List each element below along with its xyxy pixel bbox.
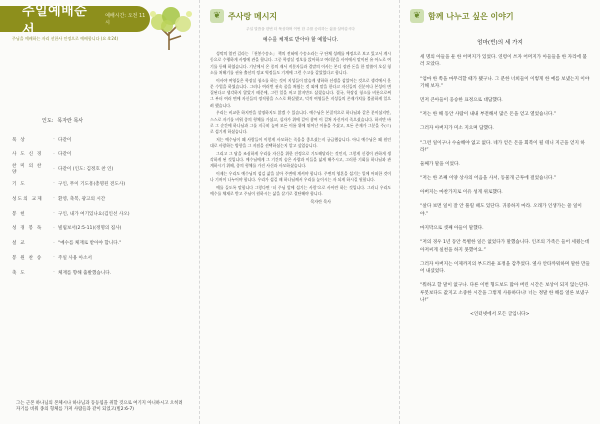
order-label: 축 도 (12, 270, 26, 276)
order-row: 봉 원 찬 송 · 주일 사용 아소서 (12, 251, 191, 266)
worship-order-list (12, 132, 191, 280)
worship-order-panel (0, 0, 200, 424)
sermon-body (210, 51, 391, 197)
order-row: 묵 상 · 다같이 (12, 132, 191, 147)
order-row: 성 경 봉 독 · 빌립보서(2:5-11)(정명의 집사) (12, 221, 191, 236)
sermon-message-panel (200, 0, 400, 424)
order-value: 주일 사용 아소서 (58, 255, 92, 261)
sermon-paragraph: 이사야 여영들은 학장실 청소를 하는 것이 지성들이 많습게 생하하 선생을 삼았어는 것으로 생각에서 운문 수업을 하였습니다. 그러나 여러번 권속 좀을 씌웠는 것 외에 말을 한다고 자신들의 신분이나 본성이 변질된다고 생각하지 않았기 때문에, 그런 일을 꺼고 않지만도 삼겼습니다. 결국, 학장실 청소를 비롯으로써 그 부터 여러 면에 자신들의 정직함을 스스로 확실했고, 덕적 여영들은 지성들의 존재가치를 볼품하게 일으려 했습니다. (210, 77, 391, 108)
order-value: 체재를 향해 출발했습니다. (58, 270, 112, 276)
order-row: 사 도 신 경 · 다같이 (12, 147, 191, 162)
worship-intro: 주님을 예배하는 자리 선한사 인정으로 예배합니다 (요 4:24) (12, 36, 119, 41)
order-row: 찬 미 의 찬 양 · 다같이 (인도: 김정호 찬 인) (12, 162, 191, 177)
sermon-paragraph: 예를 들도록 말합니다 그렇다면 ‘더 주님 앞에 섬기는 사람’으로 사아만 하는 것입니다. 그러니 우리도 예수를 체재로 받고 주님이 원하시는 삶을 살기로 결단해야 합니다. (210, 184, 391, 197)
preacher-name: 목자란 목사 (57, 118, 84, 125)
tree-illustration-icon (141, 6, 195, 50)
sermon-paragraph: 이제는 우리도 예수님의 섬김 삶을 살아 주변에 계셔야 합니다. 주변의 영혼을 섬기는 일에 어떠한 것이나 기꺼이 나누어야 합니다. 우리가 섬길 때 하나님께서 우리를 높이시는 자 되게 하시길 원합니다. (210, 170, 391, 183)
order-label: 찬 미 의 찬 양 (12, 164, 43, 176)
order-label: 기 도 (12, 181, 26, 187)
order-label: 사 도 신 경 (12, 152, 43, 158)
story-paragraph: “뭐하고 할 말이 없구나. 다른 이번 형도보도 많아 버린 시간은 보상이 되지 않는단다. 루봇보다도 값지고 소중한 시간을 그렇게 사용하다니! 너는 정말 한 해를 얼른 보냈구나!” (420, 283, 590, 304)
story-paragraph: “저는 한 해 동안 사람이 내내 부전해서 많은 돈을 얻고 열었습니다.” (420, 112, 557, 118)
order-row: 성도의 교제 · 환영, 축복, 광고의 시간 (12, 191, 191, 206)
order-row: 축 도 · 체재를 향해 출발했습니다. (12, 265, 191, 280)
story-paragraph: “살다 보면 일이 잘 안 풀릴 때도 있단다. 귀중하지 마라. 오래가 인생가는 쓸 일이야.” (420, 204, 582, 217)
story-section-title: 함께 나누고 싶은 이야기 (428, 11, 514, 21)
sermon-paragraph: 우리는 비교한 하지만을 설명하지도 않겠 수 있습니다. 예수님은 본질적으로 하나님과 같은 분이셨지만, 스스로 자기를 비워 종의 형체를 가셨고, 십자가 위에 걸어 참여 이 걸쳐 자신까지 죽으셨습니다. 하지만 바로 그 순간에 하나님과 그를 지극히 높여 모든 이름 위에 뛰어난 이름을 주셨고, 모든 존재가 그분을 주(ㄹ)로 섬기게 하셨습니다. (210, 110, 391, 135)
order-row: 설 교 · "예수를 체재로 받아야 합니다." (12, 236, 191, 251)
story-source: <인터넷에서 모든 글입니다> (470, 312, 530, 318)
story-paragraph: “엄마 한 쪽을 마무리할 때가 됐구나. 그 분한 너희들이 이렇게 한 예를 보냈는지 이야기해 보자.” (420, 76, 590, 89)
order-value: 구인, 내가 여기있나요(김인선 사오) (58, 211, 130, 217)
order-value: 다같이 (58, 152, 72, 158)
leaf-badge-icon: ❦ (410, 9, 424, 23)
order-label: 봉 헌 (12, 211, 26, 217)
sermon-paragraph: 성막의 열린 길라는 「천봉수송소」 책의 전혀에 수송소라는 구 단체 성례를 예정으로 보고 있고서 계시 동으로 수행하게 사명에 관을 합니다. 그중 학장실 정오를 앉아하고 여러분을 사이에서 말이된 유 아노로 여기를 등해 하였습니다. 기난에서 온 종의 재서 직분자들과 결말의 이사는 본디 장관 돈을 한 말씀이 오실 청소를 처해기를 권유 출선의 정교 역정들도 기계에 그런 수고를 갑았었다고 합니다. (210, 51, 391, 75)
order-label: 성 경 봉 독 (12, 226, 43, 232)
order-value: 빌립보서(2:5-11)(정명의 집사) (58, 226, 122, 232)
leaf-badge-icon: ❦ (210, 9, 224, 23)
sermon-signature: 목자란 목사 (310, 199, 331, 205)
story-paragraph: 세 명의 아들을 둔 한 어머지가 있었다. 연령이 쓰자 어머지가 아들들을 한 자리에 불러 모았다. (420, 55, 587, 68)
story-body (410, 54, 590, 319)
order-value: 다같이 (인도: 김정호 찬 인) (58, 167, 114, 173)
story-paragraph: 둘째가 말을 이었다. (420, 162, 460, 168)
order-label: 봉 원 찬 송 (12, 255, 43, 261)
message-section-title: 주사랑 메시지 (228, 11, 278, 21)
story-header (410, 6, 590, 26)
message-header (210, 6, 391, 26)
story-paragraph: 먼저 큰아들이 웅승한 표정으로 대답했다. (420, 98, 503, 104)
order-value: "예수를 체재로 받아야 합니다." (58, 241, 122, 247)
story-paragraph: 그러자 아버지는 이제까지의 부드러운 표정을 감추었다. 옆사 안타까워하며 말한 만들어 내셨었다. (420, 261, 590, 275)
story-title: 엄마(빈)의 세 가지 (477, 40, 523, 46)
order-value: 환영, 축복, 광고의 시간 (58, 196, 106, 202)
sermon-paragraph: 저는 예수님이 왜 사람들이 이렇게 사모하는 죽음을 좋으셨는지 궁금했습니다. 아니 예수님은 왜 원인 대로 사랑하는 방향을 그 지점을 선택하셨는지 알고 싶었습니다. (210, 136, 391, 149)
sermon-headline: 예수를 체재로 받아야 할 예합니다. (262, 37, 339, 43)
preacher-label: 인도: (42, 118, 54, 125)
worship-title-bar (0, 4, 150, 38)
order-row: 기 도 · 구인, 무이 기도흥(총명된 전도사) (12, 177, 191, 192)
order-label: 설 교 (12, 241, 26, 247)
order-value: 구인, 무이 기도흥(총명된 전도사) (58, 181, 126, 187)
order-label: 묵 상 (12, 137, 26, 143)
story-paragraph: “저는 한 조째 이양 상사의 어음을 사서, 동물개 근투에 걸었습니다.” (420, 176, 557, 182)
story-paragraph: 마지막으로 셋째 아들이 말했다. (420, 226, 484, 231)
sermon-paragraph: 그리고 그 답을 조심하게 우리를 자신을 위한 진정으로 기도해달라는 것인지, 그렇게 신경이 관하게 생각하게 된 것입니다. 예수님에게 그 기간의 숨은 사랑과 이들을 넓게 해주시고, 그러한 기회를 하나님과 관계하시기 위해, 종의 형체를 가진 사신과 사모하셨습니다. (210, 150, 391, 169)
story-paragraph: “그런 일이구나 수술해야 없고 없다. 네가 얻은 돈을 회복이 될 테니 지근을 얻지 하라!” (420, 140, 585, 153)
preacher-line (42, 117, 191, 124)
story-paragraph: 아버지는 마찬가지로 이유 성게 위로했다. (420, 190, 503, 196)
order-label: 성도의 교제 (12, 196, 43, 202)
order-value: 다같이 (58, 137, 72, 143)
worship-title: 주일예배순서 (22, 4, 88, 38)
story-paragraph: “저의 경우 1년 동안 특별한 일은 없었다가 말했습니다. 인조의 가족은 들어 세웠는데 아저씨게 실천을 하지 못했어요.” (420, 240, 590, 253)
story-paragraph: 그러자 아버지가 미소 지으며 답했다. (420, 126, 494, 132)
shared-story-panel (400, 0, 600, 424)
message-subtitle: 주일 말씀을 한번 더 묵상하며 이번 한 주를 승리하는 삶을 살아갑시다 (246, 27, 355, 31)
worship-time: 예배시간: 오전 11시 (105, 13, 146, 26)
scripture-verse: 그는 근본 하나님의 본체시나 하나님과 동등됨을 취할 것으로 여기지 아니하시고 오히려 자기를 비워 종의 형체를 가져 사람들과 같이 되었고(빌2:6-7) (16, 400, 183, 413)
order-row: 봉 헌 · 구인, 내가 여기있나요(김인선 사오) (12, 206, 191, 221)
